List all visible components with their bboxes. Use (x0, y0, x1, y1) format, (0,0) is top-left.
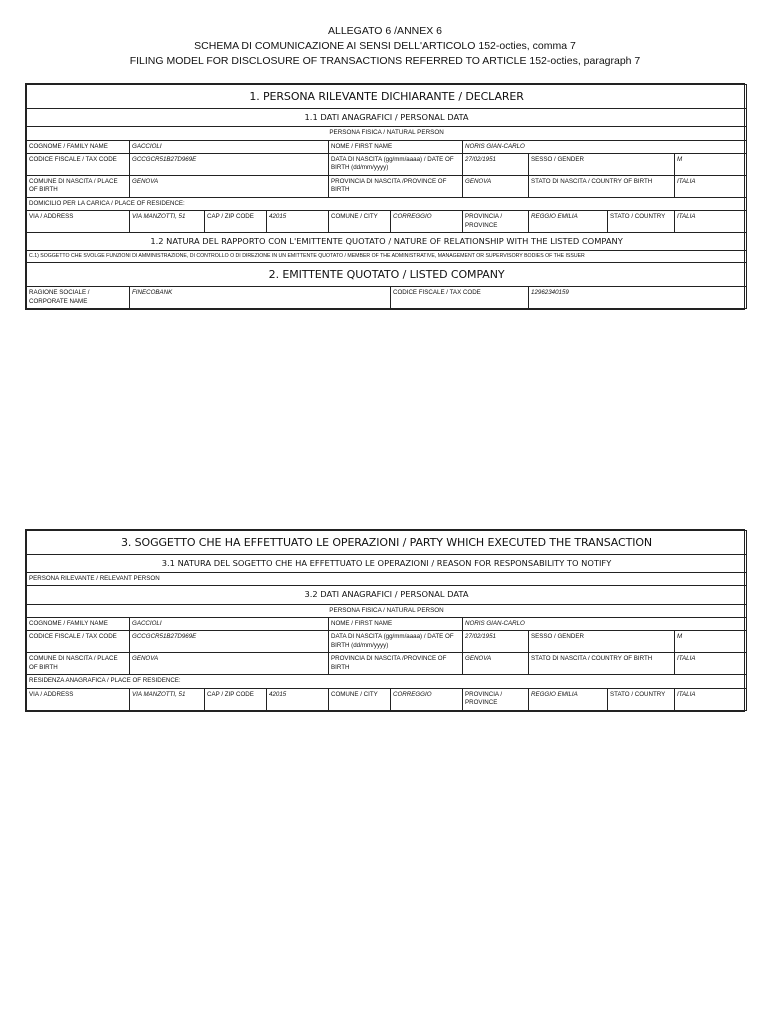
residence-label: RESIDENZA ANAGRAFICA / PLACE OF RESIDENCE: (27, 675, 747, 688)
surname-label: COGNOME / FAMILY NAME (27, 140, 130, 153)
surname-value: GACCIOLI (130, 140, 329, 153)
zip-value: 42015 (267, 688, 329, 710)
natural-person-label-2: PERSONA FISICA / NATURAL PERSON (27, 604, 747, 618)
address-label: VIA / ADDRESS (27, 211, 130, 233)
tax-code-label: CODICE FISCALE / TAX CODE (27, 631, 130, 653)
birth-province-value: GENOVA (463, 175, 529, 197)
section3-title: 3. SOGGETTO CHE HA EFFETTUATO LE OPERAZIONI / PARTY WHICH EXECUTED THE TRANSACTION (27, 531, 747, 555)
corporate-name-label: RAGIONE SOCIALE / CORPORATE NAME (27, 287, 130, 309)
birth-country-value: ITALIA (675, 175, 747, 197)
relationship-value: C.1) SOGGETTO CHE SVOLGE FUNZIONI DI AMMINISTRAZIONE, DI CONTROLLO O DI DIREZIONE IN UN EMITTENTE QUOTATO / MEMBER OF THE ADMINISTRATIVE, MANAGEMENT OR SUPERVISORY BODIES OF THE ISSUER (27, 251, 747, 263)
city-label: COMUNE / CITY (329, 211, 391, 233)
reason-heading: 3.1 NATURA DEL SOGETTO CHE HA EFFETTUATO LE OPERAZIONI / REASON FOR RESPONSABILITY TO NOTIFY (27, 554, 747, 572)
city-value: CORREGGIO (391, 688, 463, 710)
section2-title: 2. EMITTENTE QUOTATO / LISTED COMPANY (27, 263, 747, 287)
birth-province-value: GENOVA (463, 653, 529, 675)
country-label: STATO / COUNTRY (608, 688, 675, 710)
first-name-value: NORIS GIAN-CARLO (463, 140, 747, 153)
zip-label: CAP / ZIP CODE (205, 688, 267, 710)
tax-code-value: GCCGCR51B27D969E (130, 153, 329, 175)
birth-town-label: COMUNE DI NASCITA / PLACE OF BIRTH (27, 653, 130, 675)
surname-label: COGNOME / FAMILY NAME (27, 618, 130, 631)
address-value: VIA MANZOTTI, 51 (130, 211, 205, 233)
birth-country-label: STATO DI NASCITA / COUNTRY OF BIRTH (529, 653, 675, 675)
corporate-name-value: FINECOBANK (130, 287, 391, 309)
schema-title: SCHEMA DI COMUNICAZIONE AI SENSI DELL'ARTICOLO 152-octies, comma 7 (194, 40, 576, 52)
province-label: PROVINCIA / PROVINCE (463, 688, 529, 710)
company-tax-label: CODICE FISCALE / TAX CODE (391, 287, 529, 309)
birth-province-label: PROVINCIA DI NASCITA /PROVINCE OF BIRTH (329, 175, 463, 197)
birth-date-value: 27/02/1951 (463, 631, 529, 653)
tax-code-value: GCCGCR51B27D969E (130, 631, 329, 653)
gender-value: M (675, 153, 747, 175)
city-label: COMUNE / CITY (329, 688, 391, 710)
birth-town-value: GENOVA (130, 175, 329, 197)
personal-data-heading-2: 3.2 DATI ANAGRAFICI / PERSONAL DATA (27, 586, 747, 604)
gender-value: M (675, 631, 747, 653)
address-value: VIA MANZOTTI, 51 (130, 688, 205, 710)
birth-date-value: 27/02/1951 (463, 153, 529, 175)
relationship-heading: 1.2 NATURA DEL RAPPORTO CON L'EMITTENTE QUOTATO / NATURE OF RELATIONSHIP WITH THE LISTED COMPANY (27, 233, 747, 251)
birth-date-label: DATA DI NASCITA (gg/mm/aaaa) / DATE OF BIRTH (dd/mm/yyyy) (329, 631, 463, 653)
first-name-label: NOME / FIRST NAME (329, 140, 463, 153)
birth-country-value: ITALIA (675, 653, 747, 675)
birth-date-label: DATA DI NASCITA (gg/mm/aaaa) / DATE OF BIRTH (dd/mm/yyyy) (329, 153, 463, 175)
domicile-label: DOMICILIO PER LA CARICA / PLACE OF RESIDENCE: (27, 197, 747, 210)
first-name-label: NOME / FIRST NAME (329, 618, 463, 631)
executing-party-section (25, 529, 745, 712)
birth-town-label: COMUNE DI NASCITA / PLACE OF BIRTH (27, 175, 130, 197)
company-tax-value: 12962340159 (529, 287, 747, 309)
province-value: REGGIO EMILIA (529, 688, 608, 710)
reason-value: PERSONA RILEVANTE / RELEVANT PERSON (27, 573, 747, 586)
natural-person-label: PERSONA FISICA / NATURAL PERSON (27, 127, 747, 141)
address-label: VIA / ADDRESS (27, 688, 130, 710)
country-label: STATO / COUNTRY (608, 211, 675, 233)
declarer-section (25, 83, 745, 310)
city-value: CORREGGIO (391, 211, 463, 233)
zip-value: 42015 (267, 211, 329, 233)
surname-value: GACCIOLI (130, 618, 329, 631)
section1-title: 1. PERSONA RILEVANTE DICHIARANTE / DECLARER (27, 85, 747, 109)
zip-label: CAP / ZIP CODE (205, 211, 267, 233)
tax-code-label: CODICE FISCALE / TAX CODE (27, 153, 130, 175)
province-label: PROVINCIA / PROVINCE (463, 211, 529, 233)
personal-data-heading: 1.1 DATI ANAGRAFICI / PERSONAL DATA (27, 108, 747, 126)
birth-province-label: PROVINCIA DI NASCITA /PROVINCE OF BIRTH (329, 653, 463, 675)
first-name-value: NORIS GIAN-CARLO (463, 618, 747, 631)
gender-label: SESSO / GENDER (529, 153, 675, 175)
country-value: ITALIA (675, 211, 747, 233)
country-value: ITALIA (675, 688, 747, 710)
birth-town-value: GENOVA (130, 653, 329, 675)
gender-label: SESSO / GENDER (529, 631, 675, 653)
filing-model-title: FILING MODEL FOR DISCLOSURE OF TRANSACTIONS REFERRED TO ARTICLE 152-octies, paragraph 7 (129, 55, 641, 67)
annex-title: ALLEGATO 6 /ANNEX 6 (328, 25, 442, 37)
province-value: REGGIO EMILIA (529, 211, 608, 233)
birth-country-label: STATO DI NASCITA / COUNTRY OF BIRTH (529, 175, 675, 197)
